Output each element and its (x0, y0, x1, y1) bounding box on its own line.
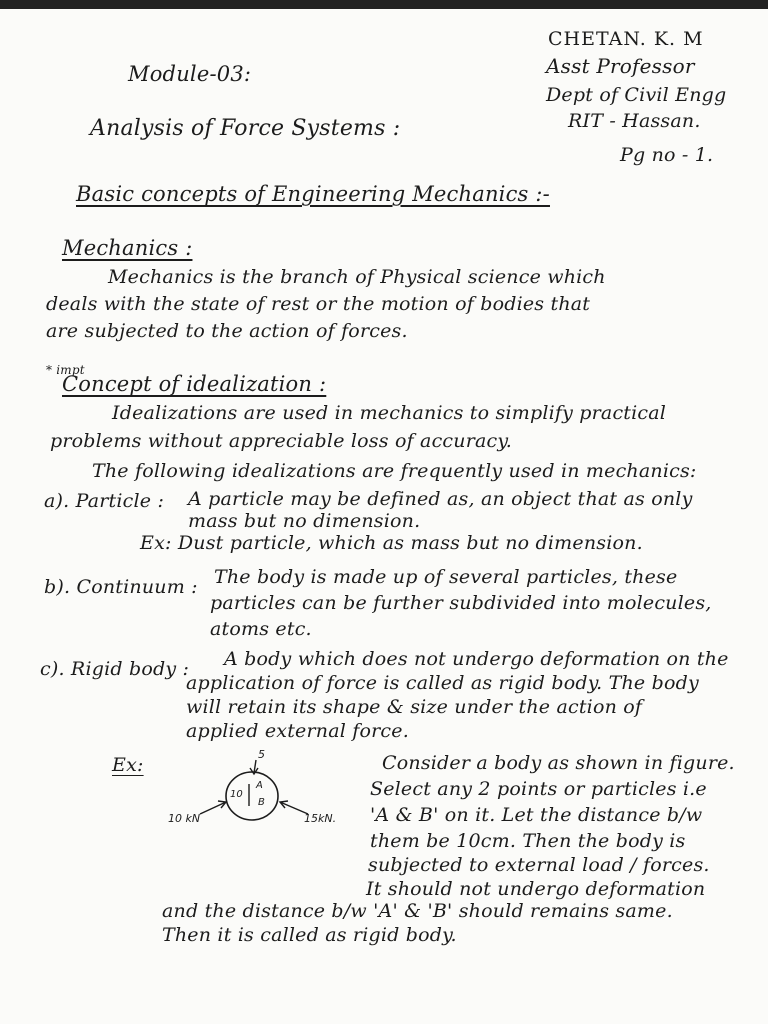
mechanics-line-3: are subjected to the action of forces. (46, 320, 408, 342)
particle-example: Ex: Dust particle, which as mass but no dimension. (140, 532, 643, 554)
continuum-line-2: particles can be further subdivided into molecules, (210, 592, 712, 614)
point-b-label: B (258, 797, 265, 808)
idealization-line-3: The following idealizations are frequently used in mechanics: (92, 460, 697, 482)
idealization-line-2: problems without appreciable loss of accuracy. (50, 430, 512, 452)
example-line-2: Select any 2 points or particles i.e (370, 778, 707, 800)
important-mark: * impt (46, 363, 85, 377)
author-name: CHETAN. K. M (548, 28, 704, 50)
particle-line-2: mass but no dimension. (188, 510, 421, 532)
rigid-line-1: A body which does not undergo deformation on the (224, 648, 729, 670)
closing-line-2: Then it is called as rigid body. (162, 924, 457, 946)
mechanics-line-1: Mechanics is the branch of Physical science which (108, 266, 606, 288)
author-designation: Asst Professor (546, 54, 695, 78)
distance-label: 10 (230, 789, 243, 800)
idealization-heading: Concept of idealization : (62, 372, 327, 396)
basic-concepts-heading: Basic concepts of Engineering Mechanics :- (76, 182, 550, 206)
rigid-body-label: c). Rigid body : (40, 658, 190, 680)
example-line-1: Consider a body as shown in figure. (382, 752, 735, 774)
right-load-label: 15kN. (304, 812, 337, 825)
particle-label: a). Particle : (44, 490, 165, 512)
example-line-6: It should not undergo deformation (366, 878, 706, 900)
mechanics-line-2: deals with the state of rest or the motion of bodies that (46, 293, 591, 315)
continuum-line-3: atoms etc. (210, 618, 312, 640)
continuum-label: b). Continuum : (44, 576, 198, 598)
example-label: Ex: (112, 754, 144, 776)
example-line-3: 'A & B' on it. Let the distance b/w (370, 804, 703, 826)
rigid-line-4: applied external force. (186, 720, 409, 742)
left-force-arrow (200, 802, 226, 814)
top-load-label: 5 (258, 748, 265, 761)
author-department: Dept of Civil Engg (546, 84, 727, 106)
particle-line-1: A particle may be defined as, an object that as only (188, 488, 693, 510)
closing-line-1: and the distance b/w 'A' & 'B' should remains same. (162, 900, 673, 922)
example-line-5: subjected to external load / forces. (368, 854, 710, 876)
module-title: Module-03: (128, 62, 252, 86)
continuum-line-1: The body is made up of several particles, these (214, 566, 678, 588)
page-number: Pg no - 1. (620, 144, 714, 166)
idealization-line-1: Idealizations are used in mechanics to simplify practical (112, 402, 667, 424)
page-top-edge (0, 0, 768, 9)
point-a-label: A (256, 780, 263, 791)
example-line-4: them be 10cm. Then the body is (370, 830, 686, 852)
left-load-label: 10 kN (168, 812, 201, 825)
rigid-line-2: application of force is called as rigid body. The body (186, 672, 699, 694)
topic-title: Analysis of Force Systems : (90, 116, 401, 141)
rigid-line-3: will retain its shape & size under the action of (186, 696, 643, 718)
mechanics-heading: Mechanics : (62, 236, 193, 260)
author-institute: RIT - Hassan. (568, 110, 701, 132)
